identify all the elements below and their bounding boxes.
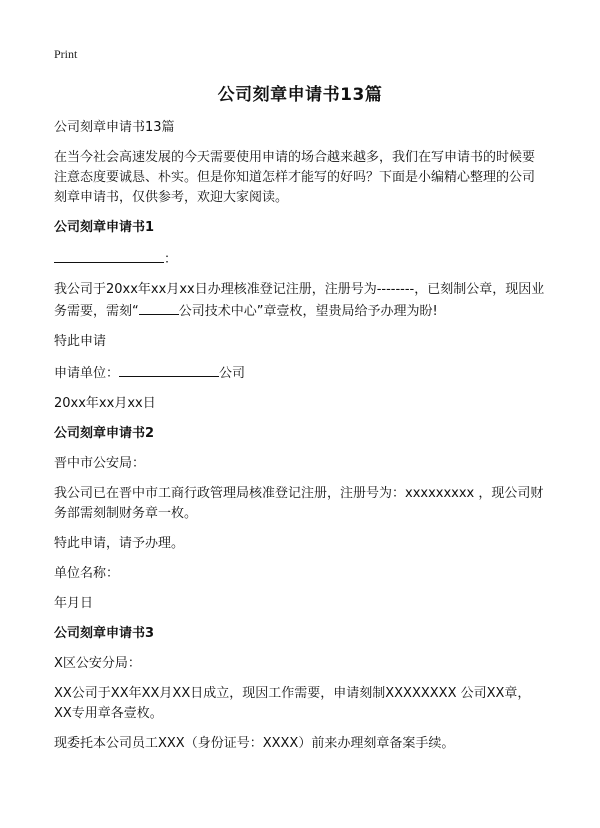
applicant-label: 申请单位： [54,366,120,381]
letter1-closing: 特此申请 [54,334,107,349]
letter1-applicant [54,362,546,384]
page-title: 公司刻章申请书13篇 [217,85,383,105]
letter2-closing: 特此申请，请予办理。 [54,536,185,551]
letter2-unit: 单位名称： [54,566,120,581]
letter2-heading: 公司刻章申请书2 [54,426,155,441]
subtitle: 公司刻章申请书13篇 [54,120,175,135]
letter3-addressee: X区公安分局： [54,656,141,671]
letter2-body: 我公司已在晋中市工商行政管理局核准登记注册，注册号为：xxxxxxxxx ，现公司财务部需刻制财务章一枚。 [54,486,544,521]
letter2-addressee: 晋中市公安局： [54,456,146,471]
letter3-body: XX公司于XX年XX月XX日成立，现因工作需要，申请刻制XXXXXXXX 公司XX章，XX专用章各壹枚。 [54,686,531,721]
applicant-suffix: 公司 [219,366,246,381]
letter1-date: 20xx年xx月xx日 [54,396,156,411]
document-body [54,118,546,764]
letter3-heading: 公司刻章申请书3 [54,626,155,641]
letter1-body [54,280,546,322]
letter1-body-part2: 公司技术中心”章壹枚，望贵局给予办理为盼! [178,304,438,319]
addressee-suffix: ： [164,252,178,267]
print-label: Print [54,47,78,61]
intro-paragraph: 在当今社会高速发展的今天需要使用申请的场合越来越多，我们在写申请书的时候要注意态度要诚恳、朴实。但是你知道怎样才能写的好吗？下面是小编精心整理的公司刻章申请书，仅供参考，欢迎大家阅读。 [54,150,536,205]
letter3-body2: 现委托本公司员工XXX（身份证号：XXXX）前来办理刻章备案手续。 [54,736,455,751]
letter2-date: 年月日 [54,596,94,611]
addressee-blank [54,248,164,263]
seal-name-blank [139,300,179,315]
applicant-blank [119,362,219,377]
letter1-heading: 公司刻章申请书1 [54,220,155,235]
letter1-addressee [54,248,546,270]
letter1-body-part1: 我公司于20xx年xx月xx日办理核准登记注册，注册号为--------，已刻制公章，现因业务需要，需刻“ [54,282,545,319]
